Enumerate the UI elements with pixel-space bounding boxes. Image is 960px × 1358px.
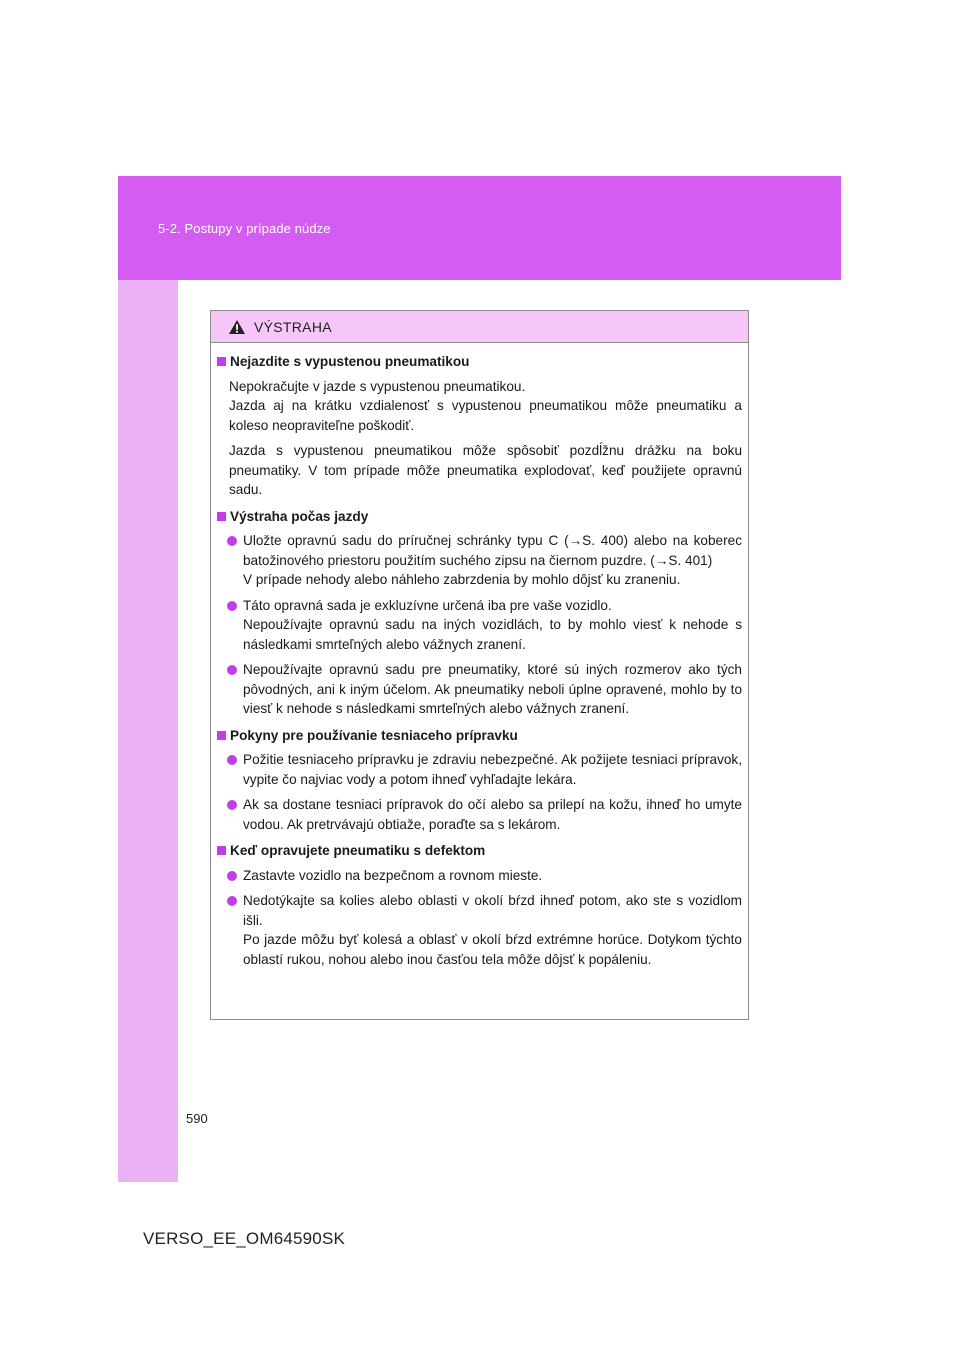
paragraph: Jazda s vypustenou pneumatikou môže spôsobiť pozdĺžnu drážku na boku pneumatiky. V tom prípade môže pneumatika explodovať, keď použijete opravnú sadu. [229, 443, 742, 497]
warning-triangle-icon [228, 319, 246, 335]
section-heading: Pokyny pre používanie tesniaceho prípravku [230, 727, 518, 743]
warning-header [211, 311, 748, 343]
warning-section-sealant [217, 726, 742, 835]
warning-section-driving [217, 507, 742, 719]
warning-box [210, 310, 749, 1020]
page-sidebar-band [118, 176, 178, 1182]
circle-bullet-icon [227, 896, 237, 906]
paragraph: Nepokračujte v jazde s vypustenou pneumatikou. Jazda aj na krátku vzdialenosť s vypustenou pneumatikou môže pneumatiku a koleso neopraviteľne poškodiť. [229, 378, 742, 433]
square-bullet-icon [217, 846, 226, 855]
list-item: Zastavte vozidlo na bezpečnom a rovnom mieste. [217, 866, 742, 886]
list-item: Ak sa dostane tesniaci prípravok do očí alebo sa prilepí na kožu, ihneď ho umyte vodou. Ak pretrvávajú obtiaže, poraďte sa s lekárom. [217, 795, 742, 834]
list-item: Požitie tesniaceho prípravku je zdraviu nebezpečné. Ak požijete tesniaci prípravok, vypite čo najviac vody a potom ihneď vyhľadajte lekára. [217, 750, 742, 789]
warning-body [211, 343, 748, 969]
circle-bullet-icon [227, 871, 237, 881]
section-heading: Keď opravujete pneumatiku s defektom [230, 843, 486, 858]
circle-bullet-icon [227, 755, 237, 765]
circle-bullet-icon [227, 536, 237, 546]
warning-title: VÝSTRAHA [254, 318, 332, 335]
document-code: VERSO_EE_OM64590SK [143, 1229, 346, 1248]
warning-section-flat-tire [217, 352, 742, 500]
list-item: Táto opravná sada je exkluzívne určená iba pre vaše vozidlo. Nepoužívajte opravnú sadu na iných vozidlách, to by mohlo viesť k nehode s následkami smrteľných alebo vážnych zranení. [217, 596, 742, 655]
square-bullet-icon [217, 512, 226, 521]
circle-bullet-icon [227, 601, 237, 611]
list-item: Nedotýkajte sa kolies alebo oblasti v okolí bŕzd ihneď potom, ako ste s vozidlom išli. Po jazde môžu byť kolesá a oblasť v okolí bŕzd extrémne horúce. Dotykom týchto oblastí rukou, nohou alebo inou časťou tela môže dôjsť k popáleniu. [217, 891, 742, 969]
circle-bullet-icon [227, 800, 237, 810]
list-item: Uložte opravnú sadu do príručnej schránky typu C (→S. 400) alebo na koberec batožinového priestoru použitím suchého zipsu na čiernom puzdre. (→S. 401) V prípade nehody alebo náhleho zabrzdenia by mohlo dôjsť ku zraneniu. [217, 531, 742, 590]
circle-bullet-icon [227, 665, 237, 675]
page-number: 590 [186, 1111, 208, 1126]
section-heading: Nejazdite s vypustenou pneumatikou [230, 354, 470, 369]
warning-section-repair [217, 841, 742, 969]
section-heading: Výstraha počas jazdy [230, 508, 369, 524]
section-title: 5-2. Postupy v prípade núdze [158, 221, 331, 236]
list-item: Nepoužívajte opravnú sadu pre pneumatiky, ktoré sú iných rozmerov ako tých pôvodných, ani k iným účelom. Ak pneumatiky neboli úplne opravené, mohlo by to viesť k nehode s následkami smrteľných alebo vážnych zranení. [217, 660, 742, 719]
square-bullet-icon [217, 731, 226, 740]
square-bullet-icon [217, 357, 226, 366]
